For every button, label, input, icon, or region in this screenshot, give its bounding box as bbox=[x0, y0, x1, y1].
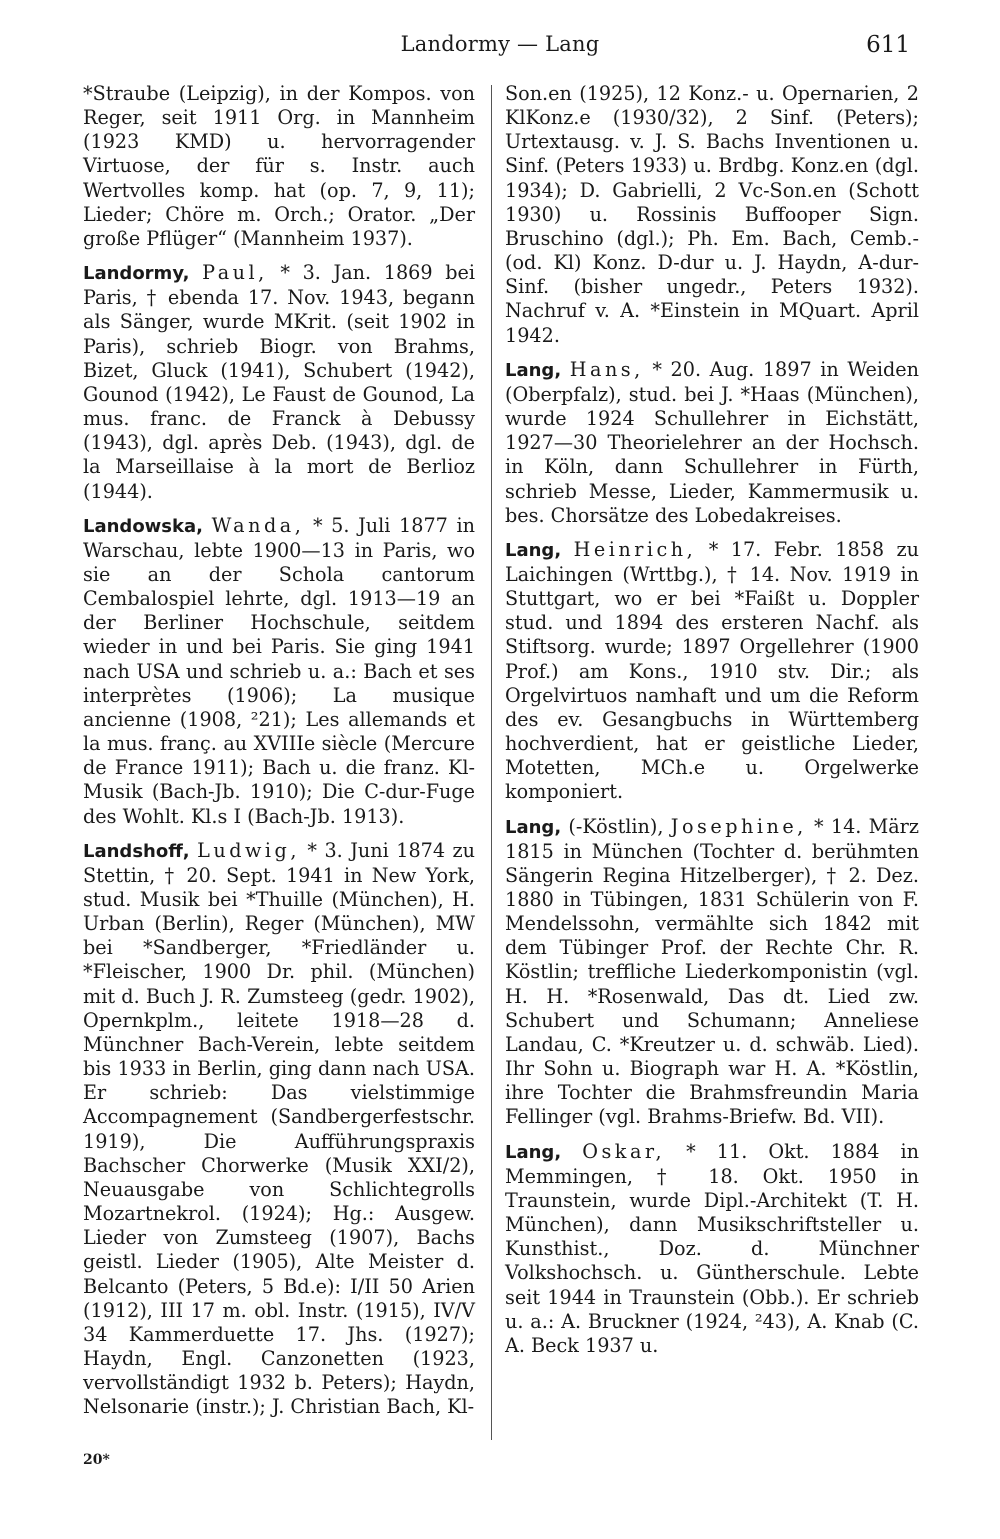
running-header bbox=[0, 30, 1000, 70]
entry-text: * 3. Jan. 1869 bei Paris, † ebenda 17. Nov. 1943, begann als Sänger, wurde MKrit. (seit 1902 in Paris), schrieb Biogr. von Brahms, Bizet, Gluck (1941), Schubert (1942), Gounod (1942), Le Faust de Gounod, La mus. franc. de Franck à Debussy (1943), dgl. après Deb. (1943), dgl. de la Marseillaise à la mort de Berlioz (1944). bbox=[83, 261, 475, 503]
entry-lang-oskar bbox=[505, 1140, 919, 1358]
signature-mark: 20* bbox=[83, 1452, 110, 1468]
entry-lang-josephine bbox=[505, 815, 919, 1130]
entry-text: * 14. März 1815 in München (Tochter d. berühmten Sängerin Regina Hitzelberger), † 2. Dez. 1880 in Tübingen, 1831 Schülerin von F. Mendelssohn, vermählte sich 1842 mit dem Tübinger Prof. der Rechte Chr. R. Köstlin; treffliche Liederkomponistin (vgl. H. H. *Rosenwald, Das dt. Lied zw. Schubert und Schumann; Anneliese Landau, C. *Kreutzer u. d. schwäb. Lied). Ihr Sohn u. Biograph war H. A. *Köstlin, ihre Tochter die Brahmsfreundin Maria Fellinger (vgl. Brahms-Briefw. Bd. VII). bbox=[505, 814, 919, 1129]
entry-headword: Lang, bbox=[505, 816, 562, 838]
entry-headword: Landormy, bbox=[83, 263, 190, 285]
entry-landormy bbox=[83, 261, 475, 504]
entry-landshoff bbox=[83, 839, 475, 1420]
entry-continuation-landshoff bbox=[505, 82, 919, 348]
running-head-title: Landormy — Lang bbox=[400, 32, 600, 56]
entry-given-name: Ludwig, bbox=[197, 838, 300, 862]
entry-given-name: Oskar, bbox=[582, 1139, 666, 1163]
entry-text: Son.en (1925), 12 Konz.- u. Opernarien, 2 KlKonz.e (1930/32), 2 Sinf. (Peters); Urtextausg. v. J. S. Bachs Inventionen u. Sinf. (Peters 1933) u. Brdbg. Konz.en (dgl. 1934); D. Gabrielli, 2 Vc-Son.en (Schott 1930) u. Rossinis Buffooper Sign. Bruschino (dgl.); Ph. Em. Bach, Cemb.- (od. Kl) Konz. D-dur u. J. Haydn, A-dur-Sinf. (bisher ungedr., Peters 1932). Nachruf v. A. *Einstein in MQuart. April 1942. bbox=[505, 82, 919, 347]
left-column bbox=[83, 82, 475, 1429]
entry-text: *Straube (Leipzig), in der Kompos. von Reger, seit 1911 Org. in Mannheim (1923 KMD) u. hervorragender Virtuose, der für s. Instr. auch Wertvolles komp. hat (op. 7, 9, 11); Lieder; Chöre m. Orch.; Orator. „Der große Pflüger“ (Mannheim 1937). bbox=[83, 82, 475, 250]
entry-given-name: Heinrich, bbox=[573, 537, 697, 561]
right-column bbox=[505, 82, 919, 1368]
column-divider bbox=[491, 85, 492, 1440]
entry-lang-hans bbox=[505, 358, 919, 528]
entry-headword: Lang, bbox=[505, 359, 562, 381]
entry-headword: Landowska, bbox=[83, 515, 203, 537]
entry-given-name: Josephine, bbox=[670, 814, 807, 838]
page-number: 611 bbox=[866, 32, 910, 58]
entry-text: * 3. Juni 1874 zu Stettin, † 20. Sept. 1941 in New York, stud. Musik bei *Thuille (München), H. Urban (Berlin), Reger (München), MW bei *Sandberger, *Friedländer u. *Fleischer, 1900 Dr. phil. (München) mit d. Buch J. R. Zumsteeg (gedr. 1902), Opernkplm., leitete 1918—28 d. Münchner Bach-Verein, lebte seitdem bis 1933 in Berlin, ging dann nach USA. Er schrieb: Das vielstimmige Accompagnement (Sandbergerfestschr. 1919), Die Aufführungspraxis Bachscher Chorwerke (Musik XXI/2), Neuausgabe von Schlichtegrolls Mozartnekrol. (1924); Hg.: Ausgew. Lieder von Zumsteeg (1907), Bachs geistl. Lieder (1905), Alte Meister d. Belcanto (Peters, 5 Bd.e): I/II 50 Arien (1912), III 17 m. obl. Instr. (1915), IV/V 34 Kammerduette 17. Jhs. (1927); Haydn, Engl. Canzonetten (1923, vervollständigt 1932 b. Peters); Haydn, Nelsonarie (instr.); J. Christian Bach, Kl- bbox=[83, 838, 475, 1419]
entry-text: * 5. Juli 1877 in Warschau, lebte 1900—13 in Paris, wo sie an der Schola cantorum Cembalospiel lehrte, dgl. 1913—19 an der Berliner Hochschule, seitdem wieder in und bei Paris. Sie ging 1941 nach USA und schrieb u. a.: Bach et ses interprètes (1906); La musique ancienne (1908, ²21); Les allemands et la mus. franç. au XVIIIe siècle (Mercure de France 1911); Bach u. die franz. Kl-Musik (Bach-Jb. 1910); Die C-dur-Fuge des Wohlt. Kl.s I (Bach-Jb. 1913). bbox=[83, 513, 475, 828]
entry-headword: Landshoff, bbox=[83, 840, 190, 862]
entry-given-name: Wanda, bbox=[211, 513, 305, 537]
entry-headword: Lang, bbox=[505, 539, 562, 561]
entry-given-name: Paul, bbox=[202, 261, 268, 285]
entry-given-name: Hans, bbox=[569, 357, 644, 381]
entry-landowska bbox=[83, 514, 475, 829]
entry-text: * 17. Febr. 1858 zu Laichingen (Wrttbg.), † 14. Nov. 1919 in Stuttgart, wo er bei *Faißt u. Doppler stud. und 1894 des ersteren Nachf. als Stiftsorg. wurde; 1897 Orgellehrer (1900 Prof.) am Kons., 1910 stv. Dir.; als Orgelvirtuos namhaft und um die Reform des ev. Gesangbuchs in Württemberg hochverdient, hat er geistliche Lieder, Motetten, MCh.e u. Orgelwerke komponiert. bbox=[505, 537, 919, 804]
entry-name-prefix: (-Köstlin), bbox=[568, 814, 664, 838]
entry-text: * 20. Aug. 1897 in Weiden (Oberpfalz), stud. bei J. *Haas (München), wurde 1924 Schullehrer in Eichstätt, 1927—30 Theorielehrer an der Hochsch. in Köln, dann Schullehrer in Fürth, schrieb Messe, Lieder, Kammermusik u. bes. Chorsätze des Lobedakreises. bbox=[505, 357, 920, 527]
entry-headword: Lang, bbox=[505, 1141, 562, 1163]
entry-lang-heinrich bbox=[505, 538, 919, 805]
entry-text: * 11. Okt. 1884 in Memmingen, † 18. Okt. 1950 in Traunstein, wurde Dipl.-Architekt (T. H. München), dann Musikschriftsteller u. Kunsthist., Doz. d. Münchner Volkshochsch. u. Güntherschule. Lebte seit 1944 in Traunstein (Obb.). Er schrieb u. a.: A. Bruckner (1924, ²43), A. Knab (C. A. Beck 1937 u. bbox=[505, 1139, 919, 1357]
entry-continuation-straube bbox=[83, 82, 475, 251]
